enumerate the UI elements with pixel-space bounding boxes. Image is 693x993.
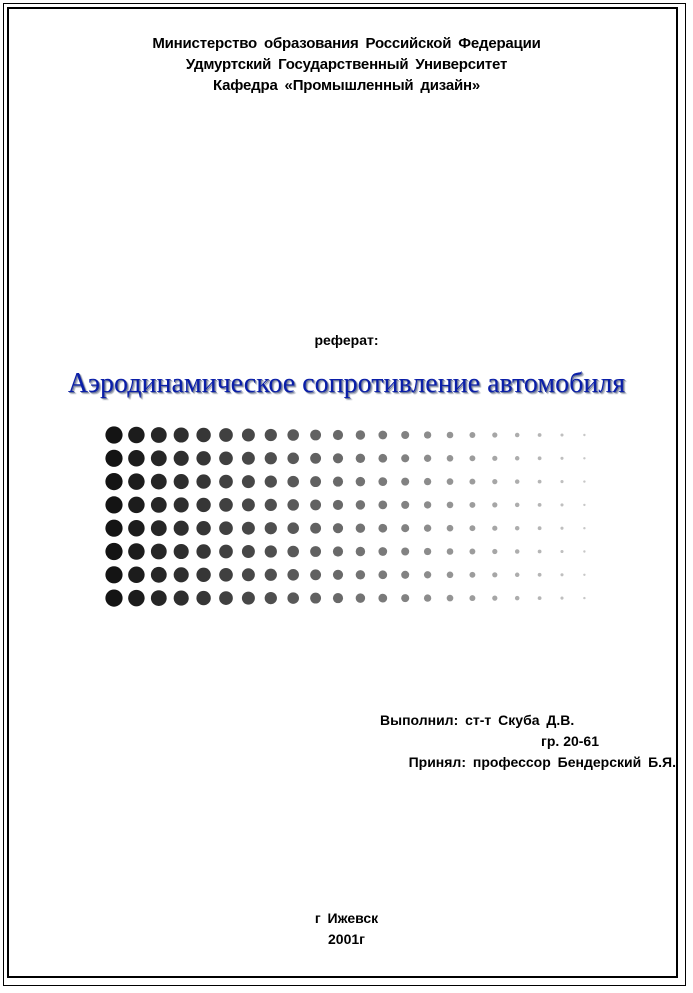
halftone-dot [196, 474, 210, 488]
halftone-dot [196, 428, 210, 442]
halftone-dot [174, 567, 189, 582]
halftone-dot [515, 503, 520, 508]
halftone-dot [333, 546, 343, 556]
halftone-dot [219, 568, 233, 582]
halftone-dot [356, 570, 365, 579]
halftone-dot [469, 572, 475, 578]
halftone-dot [583, 550, 585, 552]
halftone-dot [401, 431, 409, 439]
halftone-dot [378, 477, 387, 486]
halftone-dot [105, 450, 122, 467]
halftone-dot [469, 525, 475, 531]
halftone-dot [401, 501, 409, 509]
halftone-dot [196, 544, 210, 558]
halftone-dot [310, 430, 321, 441]
halftone-dot [151, 567, 167, 583]
halftone-dot [287, 499, 299, 511]
footer-block [0, 908, 693, 950]
halftone-dot [583, 457, 585, 459]
halftone-dot [378, 431, 387, 440]
halftone-dot [469, 502, 475, 508]
year-line: 2001г [328, 931, 365, 947]
halftone-dot [242, 452, 255, 465]
halftone-dot [469, 432, 475, 438]
halftone-dot [492, 526, 497, 531]
halftone-dot [105, 543, 122, 560]
halftone-dot [333, 593, 343, 603]
halftone-dot [469, 595, 475, 601]
halftone-dot [492, 432, 497, 437]
halftone-dot [128, 520, 145, 537]
halftone-dot [333, 523, 343, 533]
halftone-dot [515, 573, 520, 578]
halftone-dot [378, 547, 387, 556]
halftone-dot [424, 501, 431, 508]
halftone-dot [310, 593, 321, 604]
halftone-dot [447, 595, 454, 602]
halftone-dot [515, 456, 520, 461]
halftone-dot [310, 569, 321, 580]
halftone-dot [265, 592, 277, 604]
halftone-dot [105, 590, 122, 607]
halftone-dot [310, 476, 321, 487]
halftone-dot [242, 498, 255, 511]
halftone-dot [424, 525, 431, 532]
halftone-dot [105, 496, 122, 513]
halftone-dot [310, 499, 321, 510]
halftone-dot [287, 453, 299, 465]
halftone-dot [538, 596, 542, 600]
halftone-dot [356, 547, 365, 556]
halftone-dot [242, 429, 255, 442]
halftone-dot [333, 500, 343, 510]
halftone-dot [151, 474, 167, 490]
halftone-dot [265, 522, 277, 534]
halftone-dot [515, 596, 520, 601]
halftone-dot [128, 590, 145, 607]
page-title: Аэродинамическое сопротивление автомобиля [67, 368, 626, 399]
halftone-dot [219, 591, 233, 605]
halftone-dot [287, 569, 299, 581]
halftone-dot [196, 498, 210, 512]
halftone-dot [515, 526, 520, 531]
halftone-dot [560, 527, 563, 530]
halftone-dot [492, 549, 497, 554]
halftone-dot [560, 573, 563, 576]
department-line: Кафедра «Промышленный дизайн» [213, 77, 480, 94]
halftone-dot [151, 544, 167, 560]
document-type: реферат: [314, 332, 379, 348]
group-line: гр. 20-61 [541, 733, 599, 749]
halftone-dot [219, 521, 233, 535]
halftone-dot [174, 497, 189, 512]
halftone-dot [105, 520, 122, 537]
halftone-dot [151, 450, 167, 466]
halftone-dot [174, 544, 189, 559]
halftone-dot [401, 594, 409, 602]
halftone-dot [447, 502, 454, 509]
reviewer-line: Принял: профессор Бендерский Б.Я. [408, 754, 676, 770]
halftone-dot [401, 478, 409, 486]
halftone-dot [287, 429, 299, 441]
halftone-dots-decoration [104, 425, 594, 610]
halftone-dot [196, 521, 210, 535]
halftone-dot [174, 591, 189, 606]
halftone-dot [356, 477, 365, 486]
halftone-dot [128, 567, 145, 584]
halftone-dot [469, 455, 475, 461]
city-line: г Ижевск [314, 910, 379, 926]
halftone-dot [151, 497, 167, 513]
halftone-dot [538, 526, 542, 530]
halftone-dot [333, 430, 343, 440]
halftone-dot [265, 499, 277, 511]
halftone-dot [560, 433, 563, 436]
halftone-dot [356, 454, 365, 463]
halftone-dot [469, 479, 475, 485]
halftone-dot [310, 453, 321, 464]
halftone-dot [333, 453, 343, 463]
halftone-dot [128, 473, 145, 490]
halftone-dot [174, 451, 189, 466]
halftone-dot [424, 455, 431, 462]
halftone-dot [356, 430, 365, 439]
header-block [0, 33, 693, 96]
halftone-dot [196, 591, 210, 605]
halftone-dot [310, 523, 321, 534]
halftone-dot [105, 566, 122, 583]
halftone-dot [447, 455, 454, 462]
halftone-dot [287, 522, 299, 534]
halftone-dot [265, 475, 277, 487]
halftone-dot [287, 476, 299, 488]
halftone-dot [219, 545, 233, 559]
halftone-dot [447, 571, 454, 578]
halftone-dot [469, 549, 475, 555]
halftone-dot [219, 498, 233, 512]
halftone-dot [583, 527, 585, 529]
halftone-dot [265, 569, 277, 581]
halftone-dot [356, 523, 365, 532]
halftone-dot [560, 550, 563, 553]
halftone-dot [538, 573, 542, 577]
halftone-dot [378, 501, 387, 510]
halftone-dot [265, 452, 277, 464]
halftone-dot [174, 427, 189, 442]
halftone-dot [424, 594, 431, 601]
halftone-dot [242, 545, 255, 558]
halftone-dot [492, 479, 497, 484]
halftone-dot [583, 434, 585, 436]
halftone-dot [447, 478, 454, 485]
halftone-dot [196, 568, 210, 582]
university-line: Удмуртский Государственный Университет [185, 56, 508, 73]
halftone-dot [401, 454, 409, 462]
halftone-dot [492, 456, 497, 461]
halftone-dot [151, 427, 167, 443]
halftone-dot [401, 524, 409, 532]
halftone-dot [265, 429, 277, 441]
halftone-dot [447, 525, 454, 532]
halftone-dot [492, 502, 497, 507]
halftone-dot [174, 474, 189, 489]
halftone-dot [310, 546, 321, 557]
halftone-dot [560, 503, 563, 506]
halftone-dot [105, 426, 122, 443]
halftone-dot [378, 594, 387, 603]
halftone-dot [538, 503, 542, 507]
halftone-dot [219, 475, 233, 489]
halftone-dot [560, 480, 563, 483]
halftone-dot [583, 504, 585, 506]
halftone-dot [219, 428, 233, 442]
halftone-dot [219, 451, 233, 465]
halftone-dot [583, 574, 585, 576]
halftone-dot [356, 500, 365, 509]
halftone-dot [538, 433, 542, 437]
halftone-dot [515, 479, 520, 484]
halftone-dot [151, 590, 167, 606]
halftone-dot [333, 477, 343, 487]
halftone-dot [560, 457, 563, 460]
halftone-dot [538, 456, 542, 460]
halftone-dot [492, 595, 497, 600]
halftone-dot [242, 592, 255, 605]
halftone-dot [242, 522, 255, 535]
halftone-dot [151, 520, 167, 536]
halftone-dot [378, 454, 387, 463]
halftone-dot [287, 546, 299, 558]
halftone-dot [583, 480, 585, 482]
halftone-dot [242, 475, 255, 488]
halftone-dot [378, 570, 387, 579]
halftone-dot [424, 478, 431, 485]
halftone-dot [128, 450, 145, 467]
halftone-dot [356, 593, 365, 602]
halftone-dot [447, 432, 454, 439]
halftone-dot [560, 597, 563, 600]
halftone-dot [424, 548, 431, 555]
halftone-dot [196, 451, 210, 465]
halftone-dot [515, 433, 520, 438]
halftone-dot [424, 571, 431, 578]
ministry-line: Министерство образования Российской Федерации [152, 35, 541, 52]
halftone-dot [128, 497, 145, 514]
performer-line: Выполнил: ст-т Скуба Д.В. [380, 712, 575, 728]
halftone-dot [265, 545, 277, 557]
halftone-dot [401, 547, 409, 555]
halftone-dot [378, 524, 387, 533]
halftone-dot [538, 550, 542, 554]
halftone-dot [401, 571, 409, 579]
halftone-dot [447, 548, 454, 555]
halftone-dot [242, 568, 255, 581]
halftone-dot [583, 597, 585, 599]
halftone-dot [174, 521, 189, 536]
halftone-dot [492, 572, 497, 577]
halftone-dot [105, 473, 122, 490]
halftone-dot [515, 549, 520, 554]
halftone-dot [333, 570, 343, 580]
halftone-dot [538, 480, 542, 484]
halftone-dot [287, 592, 299, 604]
halftone-dot [128, 427, 145, 444]
halftone-dot [128, 543, 145, 560]
halftone-dot [424, 431, 431, 438]
